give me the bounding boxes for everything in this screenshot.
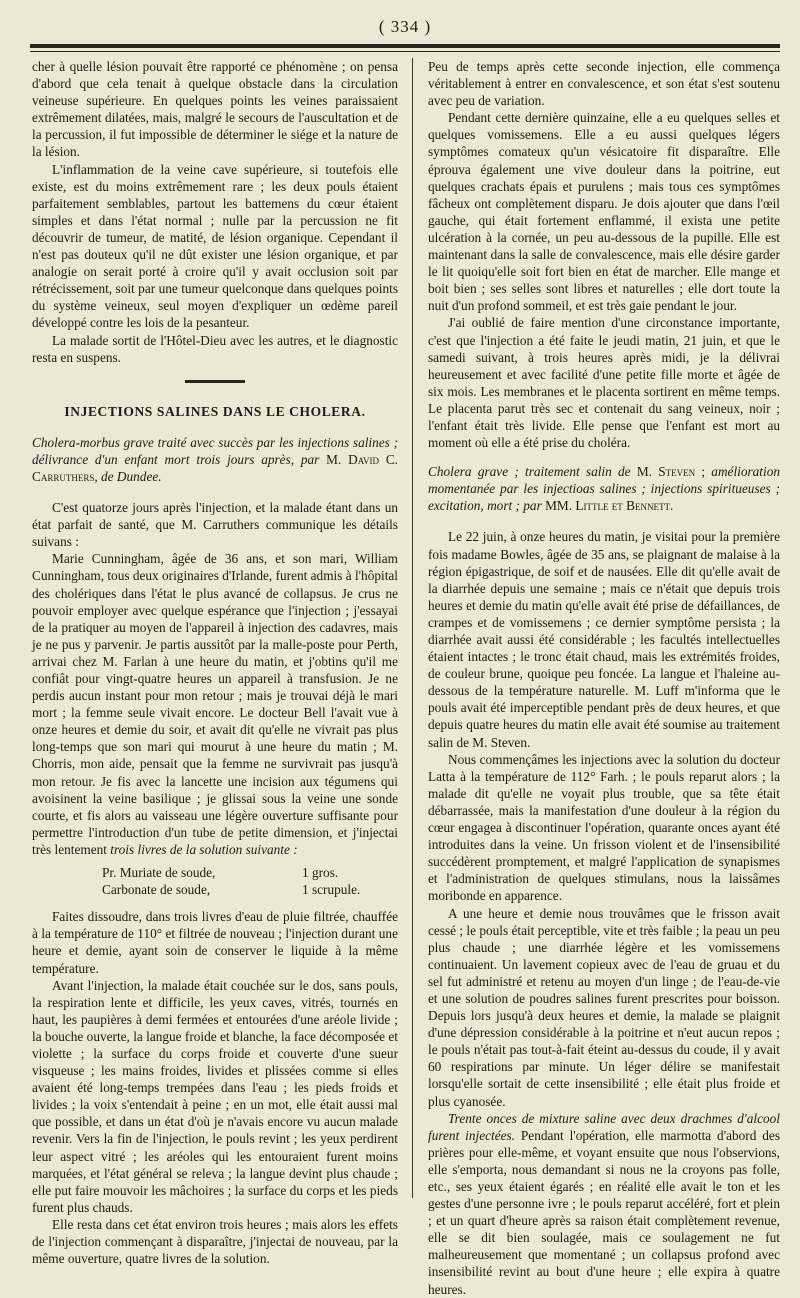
article-subtitle bbox=[32, 434, 398, 485]
page-header bbox=[30, 14, 780, 54]
right-column bbox=[428, 58, 780, 1298]
recipe-quantity: 1 gros. bbox=[302, 865, 339, 881]
subtitle-text: Cholera grave ; traitement salin de bbox=[428, 464, 631, 480]
recipe bbox=[32, 864, 398, 898]
paragraph-italic: Trente onces de mixture saline avec deux drachmes d'alcool furent injectées. bbox=[428, 1110, 780, 1143]
article-title: INJECTIONS SALINES DANS LE CHOLERA. bbox=[64, 403, 366, 419]
header-rule-thick bbox=[30, 44, 780, 48]
article-subtitle bbox=[428, 463, 780, 514]
subtitle-author: M. David C. Carruthers, bbox=[32, 451, 399, 484]
paragraph-italic: trois livres de la solution suivante : bbox=[110, 841, 298, 857]
recipe-row bbox=[32, 864, 398, 881]
paragraph: Pendant cette dernière quinzaine, elle a eu quelques selles et quelques vomissemens. Elle a eu aussi quelques légers symptômes comateux qu'un vésicatoire fit disparaître. Elle éprouva également une vive douleur dans la poitrine, eut quelques crachats épais et purulens ; mais tous ces symptômes fâcheux ont complètement disparu. Je dois ajouter que dans l'œil gauche, qui était fortement enflammé, il exista une petite ulcération à la cornée, un peu au-dessous de la pupille. Elle est maintenant dans la salle de convalescence, mais elle désire garder le lit quoiqu'elle soit fort bien en état de marcher. Elle mange et boit bien ; ses selles sont libres et naturelles ; elle dort toute la nuit d'un profond sommeil, et est très gaie pendant le jour. bbox=[428, 110, 780, 314]
paragraph: C'est quatorze jours après l'injection, et la malade étant dans un état parfait de santé, que M. Carruthers communique les détails suivans : bbox=[32, 500, 398, 550]
paragraph: Faites dissoudre, dans trois livres d'eau de pluie filtrée, chauffée à la température de 110° et filtrée de nouveau ; l'injection durant une heure et demie, ayant soin de conserver le liquide à la même température. bbox=[32, 909, 398, 976]
subtitle-text: Cholera-morbus grave traité avec succès par les injections salines ; délivrance d'un enfant mort trois jours après, par bbox=[32, 434, 398, 467]
page-number: ( 334 ) bbox=[378, 17, 432, 36]
paragraph: A une heure et demie nous trouvâmes que le frisson avait cessé ; le pouls était perceptible, vite et très faible ; la peau un peu plus chaude ; une diarrhée légère et les vomissemens continuaient. Un lavement copieux avec de l'eau de gruau et du sel fut administré et retenu au moyen d'un linge ; de l'eau-de-vie et une solution de poudres salines furent prescrites pour boisson. Depuis lors jusqu'à deux heures et demie, la malade se plaignit d'une dépression considérable à la poitrine et n'eut aucun repos ; le pouls n'était pas tout-à-fait éteint au-dessus du coude, il y avait 60 respirations par minute. Un léger délire se manifestait lorsqu'elle sortait de cette insensibilité ; elle était plus froide et plus cyanosée. bbox=[428, 905, 780, 1109]
paragraph: Nous commençâmes les injections avec la solution du docteur Latta à la température de 112° Farh. ; le pouls reparut alors ; la malade dit qu'elle ne voyait plus trouble, que sa tête était débarrassée, mais la manifestation d'une douleur à la région du cœur engagea à discontinuer l'opération, quarante onces ayant été introduites dans la veine. Un frisson violent et de l'insensibilité succédèrent promptement, et malgré l'application de synapismes et l'administration de quelques stimulans, nous la laissâmes moribonde en apparence. bbox=[428, 751, 780, 904]
paragraph-text: Pendant l'opération, elle marmotta d'abord des prières pour elle-même, et voyant ensuite que nous l'observions, elle s'emporta, nous demandant si nous ne la croyons pas folle, etc., ses yeux étaient égarés ; en réalité elle avait le ton et les gestes d'une personne ivre ; le pouls reparut accéléré, fort et plein ; et un quart d'heure après sa raison était complètement revenue, elle se dit bien soulagée, mais ce soulagement ne fut malheureusement que momentané ; un collapsus profond avec insensibilité revint au bout d'une heure ; elle expira à quatre heures. bbox=[428, 1127, 780, 1297]
spacer bbox=[428, 451, 780, 463]
paragraph: La malade sortit de l'Hôtel-Dieu avec les autres, et le diagnostic resta en suspens. bbox=[32, 332, 398, 365]
subtitle-author: M. Steven ; bbox=[636, 464, 706, 480]
header-rule-thin bbox=[30, 51, 780, 52]
paragraph: Peu de temps après cette seconde injection, elle commença véritablement à entrer en convalescence, et son état s'est soutenu avec peu de variation. bbox=[428, 59, 780, 109]
recipe-ingredient: Carbonate de soude, bbox=[102, 882, 211, 898]
recipe-row bbox=[32, 881, 398, 898]
subtitle-place: de Dundee. bbox=[101, 468, 162, 484]
paragraph: J'ai oublié de faire mention d'une circonstance importante, c'est que l'injection a été faite le jeudi matin, 21 juin, et que le samedi suivant, à trois heures après midi, je la délivrai heureusement et avec facilité d'une petite fille morte et âgée de six mois. Les membranes et le placenta sortirent en même temps. Le placenta parut très sec et contenait du sang veineux, noir ; l'enfant était très livide. Elle pense que l'enfant est mort au moment où elle a été prise du choléra. bbox=[428, 315, 780, 451]
section-divider bbox=[185, 380, 245, 383]
paragraph bbox=[32, 550, 398, 858]
subtitle-text: amélioration momentanée par les injectioas salines ; injections spiritueuses ; excitation, mort ; par bbox=[428, 464, 780, 514]
subtitle-author: MM. Little et Bennett. bbox=[545, 498, 674, 514]
paragraph: cher à quelle lésion pouvait être rapporté ce phénomène ; on pensa d'abord que cela tenait à quelque obstacle dans la circulation veineuse supérieure. En quelques points les veines paraissaient extrêmement dilatées, mais, malgré le secours de l'auscultation et de la percussion, il fut impossible de déterminer le siége et la nature de la lésion. bbox=[32, 59, 398, 160]
paragraph: Elle resta dans cet état environ trois heures ; mais alors les effets de l'injection commençant à disparaître, j'injectai de nouveau, par la même ouverture, quatre livres de la solution. bbox=[32, 1216, 398, 1267]
left-column bbox=[32, 58, 398, 1267]
paragraph: L'inflammation de la veine cave supérieure, si toutefois elle existe, est du moins extrêmement rare ; les deux pouls étaient parfaitement semblables, partout les battemens du cœur étaient simples et dans l'état normal ; nulle par la percussion ne fit découvrir de tumeur, de matité, de lésion organique. Cependant il n'est pas douteux qu'il ne dût exister une lésion organique, et par analogie on serait porté à croire qu'il y avait occlusion soit par rétrécissement, soit par une tumeur quelconque dans quelques points du système veineux, seul moyen d'expliquer un œdème pareil développé contre les lois de la pesanteur. bbox=[32, 161, 398, 331]
paragraph: Avant l'injection, la malade était couchée sur le dos, sans pouls, la respiration lente et difficile, les yeux caves, vitrés, tournés en haut, les paupières à demi fermées et entourées d'une aréole livide ; la bouche ouverte, la langue froide et blanche, la face décomposée et violette ; la surface du corps froide et couverte d'une sueur visqueuse ; les mains froides, livides et plissées comme si elles avaient été long-temps trempées dans l'eau ; les pieds froids et livides ; la voix s'entendait à peine ; en un mot, elle était aussi mal que possible, et dans un état d'où je n'avais encore vu aucun malade revenir. Vers la fin de l'injection, le pouls revint ; les yeux perdirent leur aspect vitré ; les aréoles qui les entouraient furent moins marquées, et l'état général se releva ; la langue devint plus chaude ; elle put faire mouvoir les mâchoires ; la surface du corps et les pieds furent plus chauds. bbox=[32, 977, 398, 1215]
recipe-quantity: 1 scrupule. bbox=[302, 882, 361, 898]
paragraph-text: Marie Cunningham, âgée de 36 ans, et son mari, William Cunningham, tous deux originaires d'Irlande, furent admis à l'hôpital des cholériques dans l'état le plus avancé de collapsus. Je crus ne pouvoir employer avec quelque espérance que l'injection ; j'essayai de la pratiquer au moyen de l'appareil à injection des cadavres, mais je ne pus y parvenir. Je partis aussitôt par la malle-poste pour Perth, arrivai chez M. Farlan à une heure du matin, et j'obtins qu'il me confiât pour vingt-quatre heures un appareil à transfusion. Je ne perdis aucun instant pour mon retour ; mais je trouvai déjà le mari mort ; la femme seule vivait encore. Le docteur Bell l'avait vue à onze heures et demie du soir, et avait dit qu'elle ne vivrait pas plus long-temps que son mari qui mourut à une heure du matin ; M. Chorris, mon aide, pensait que la femme ne survivrait pas jusqu'à mon retour. Je fis avec la lancette une incision aux tégumens qui avoisinent la veine basilique ; je glissai sous la veine une sonde courte, et fis alors au vaisseau une légère ouverture suffisante pour permettre l'introduction d'un tube de petite dimension, et j'injectai très lentement bbox=[32, 551, 398, 857]
paragraph bbox=[428, 1110, 780, 1298]
column-divider bbox=[412, 58, 413, 1198]
paragraph: Le 22 juin, à onze heures du matin, je visitai pour la première fois madame Bowles, âgée de 35 ans, se plaignant de malaise à la région épigastrique, de soif et de nausées. Elle dit qu'elle avait de la diarrhée depuis une semaine ; mais ce n'était que depuis trois heures et demie du matin qu'elle avait été prise de défaillances, de crampes et de vomissemens ; ce dernier symptôme persista ; la diarrhée avait aussi été considérable ; les facultés intellectuelles étaient intactes ; le tronc était chaud, mais les extrémités froides, de couleur brune, quoique peu foncée. La langue et l'haleine au-dessous de la température naturelle. M. Luff m'informa que le pouls avait été imperceptible pendant près de deux heures, et que depuis quatre heures du matin elle avait été soumise au traitement salin de M. Steven. bbox=[428, 529, 780, 750]
recipe-ingredient: Pr. Muriate de soude, bbox=[102, 865, 216, 881]
